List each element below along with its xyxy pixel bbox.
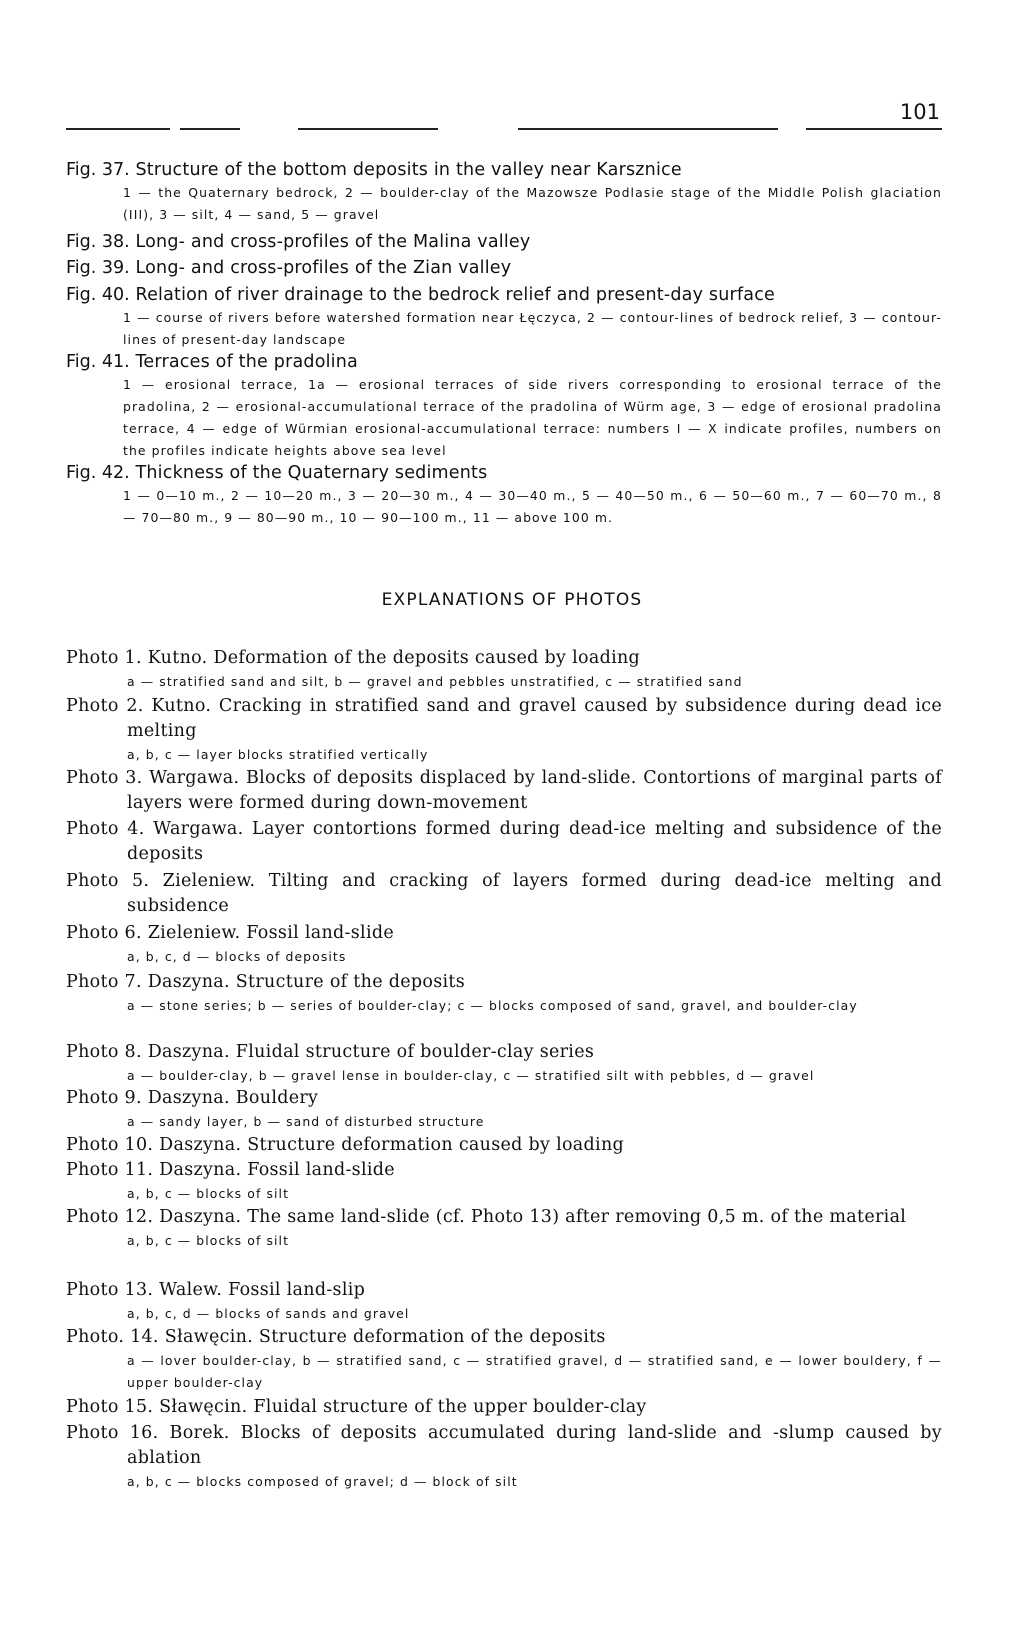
section-heading: EXPLANATIONS OF PHOTOS bbox=[381, 590, 643, 610]
photo-caption-3 bbox=[66, 766, 942, 816]
header-rule-segment bbox=[518, 128, 778, 130]
photo-caption-13 bbox=[66, 1278, 942, 1325]
photo-caption-2 bbox=[66, 694, 942, 766]
photo-label: Photo 13. bbox=[66, 1280, 154, 1300]
photo-legend: a — sandy layer, b — sand of disturbed structure bbox=[127, 1114, 485, 1129]
photo-caption-4 bbox=[66, 817, 942, 867]
figure-caption-39 bbox=[66, 256, 942, 280]
photo-title: Daszyna. Structure of the deposits bbox=[147, 972, 466, 992]
figure-caption-37 bbox=[66, 158, 942, 226]
header-rule bbox=[66, 128, 942, 130]
figure-caption-40 bbox=[66, 283, 942, 351]
photo-label: Photo 8. bbox=[66, 1042, 142, 1062]
figure-label: Fig. 37. bbox=[66, 160, 130, 180]
photo-title: Kutno. Cracking in stratified sand and gravel caused by subsidence during dead ice melting bbox=[127, 696, 942, 741]
figure-legend: 1 — course of rivers before watershed formation near Łęczyca, 2 — contour-lines of bedrock relief, 3 — contour-lines of present-day landscape bbox=[123, 310, 942, 347]
photo-label: Photo 1. bbox=[66, 648, 142, 668]
photo-caption-1 bbox=[66, 646, 942, 693]
photo-legend: a, b, c — blocks of silt bbox=[127, 1186, 290, 1201]
photo-label: Photo 7. bbox=[66, 972, 142, 992]
header-rule-segment bbox=[180, 128, 240, 130]
photo-title: Zieleniew. Tilting and cracking of layers formed during dead-ice melting and subsidence bbox=[127, 871, 943, 916]
photo-label: Photo 12. bbox=[66, 1207, 154, 1227]
photo-label: Photo 9. bbox=[66, 1088, 142, 1108]
photo-legend: a, b, c — blocks composed of gravel; d — block of silt bbox=[127, 1474, 518, 1489]
photo-title: Daszyna. Structure deformation caused by loading bbox=[159, 1135, 625, 1155]
photo-title: Zieleniew. Fossil land-slide bbox=[147, 923, 394, 943]
figure-label: Fig. 39. bbox=[66, 258, 130, 278]
photo-title: Daszyna. Fluidal structure of boulder-clay series bbox=[147, 1042, 595, 1062]
photo-caption-5 bbox=[66, 869, 942, 919]
figure-legend: 1 — the Quaternary bedrock, 2 — boulder-clay of the Mazowsze Podlasie stage of the Middle Polish glaciation (III), 3 — silt, 4 — sand, 5 — gravel bbox=[123, 185, 942, 222]
photo-caption-15 bbox=[66, 1395, 942, 1420]
figure-label: Fig. 42. bbox=[66, 463, 130, 483]
photo-caption-10 bbox=[66, 1133, 942, 1158]
photo-title: Daszyna. Bouldery bbox=[147, 1088, 319, 1108]
photo-title: Sławęcin. Structure deformation of the deposits bbox=[164, 1327, 606, 1347]
photo-label: Photo 4. bbox=[66, 819, 145, 839]
figure-title: Terraces of the pradolina bbox=[135, 352, 358, 372]
photo-title: Kutno. Deformation of the deposits caused by loading bbox=[147, 648, 641, 668]
photo-legend: a — boulder-clay, b — gravel lense in boulder-clay, c — stratified silt with pebbles, d — gravel bbox=[127, 1068, 815, 1083]
header-rule-segment bbox=[298, 128, 438, 130]
photo-legend: a, b, c — layer blocks stratified vertically bbox=[127, 747, 429, 762]
photo-legend: a, b, c, d — blocks of sands and gravel bbox=[127, 1306, 410, 1321]
photo-label: Photo 16. bbox=[66, 1423, 159, 1443]
photo-label: Photo 10. bbox=[66, 1135, 154, 1155]
photo-label: Photo 15. bbox=[66, 1397, 154, 1417]
figure-title: Long- and cross-profiles of the Zian valley bbox=[135, 258, 512, 278]
photo-caption-16 bbox=[66, 1421, 942, 1493]
photo-legend: a — stone series; b — series of boulder-clay; c — blocks composed of sand, gravel, and boulder-clay bbox=[127, 998, 858, 1013]
photo-title: Wargawa. Layer contortions formed during dead-ice melting and subsidence of the deposits bbox=[127, 819, 942, 864]
figure-label: Fig. 40. bbox=[66, 285, 130, 305]
figure-caption-41 bbox=[66, 350, 942, 462]
photo-title: Borek. Blocks of deposits accumulated during land-slide and -slump caused by ablation bbox=[127, 1423, 942, 1468]
page-number: 101 bbox=[899, 100, 940, 124]
figure-title: Thickness of the Quaternary sediments bbox=[135, 463, 488, 483]
photo-label: Photo 5. bbox=[66, 871, 150, 891]
photo-caption-12 bbox=[66, 1205, 942, 1252]
photo-legend: a, b, c, d — blocks of deposits bbox=[127, 949, 347, 964]
figure-label: Fig. 41. bbox=[66, 352, 130, 372]
photo-caption-7 bbox=[66, 970, 942, 1017]
photo-legend: a, b, c — blocks of silt bbox=[127, 1233, 290, 1248]
photo-legend: a — lover boulder-clay, b — stratified sand, c — stratified gravel, d — stratified sand, e — lower bouldery, f — upper boulder-clay bbox=[127, 1353, 942, 1390]
photo-caption-9 bbox=[66, 1086, 942, 1133]
photo-title: Sławęcin. Fluidal structure of the upper boulder-clay bbox=[159, 1397, 647, 1417]
photo-caption-14 bbox=[66, 1325, 942, 1394]
figure-caption-38 bbox=[66, 230, 942, 254]
photo-label: Photo 3. bbox=[66, 768, 143, 788]
figure-title: Relation of river drainage to the bedrock relief and present-day surface bbox=[135, 285, 775, 305]
figure-legend: 1 — 0—10 m., 2 — 10—20 m., 3 — 20—30 m., 4 — 30—40 m., 5 — 40—50 m., 6 — 50—60 m., 7 — 60—70 m., 8 — 70—80 m., 9 — 80—90 m., 10 — 90—100 m., 11 — above 100 m. bbox=[123, 488, 942, 525]
figure-title: Long- and cross-profiles of the Malina valley bbox=[135, 232, 531, 252]
photo-title: Wargawa. Blocks of deposits displaced by land-slide. Contortions of marginal parts of layers were formed during down-movement bbox=[127, 768, 942, 813]
photo-caption-6 bbox=[66, 921, 942, 968]
photo-title: Daszyna. The same land-slide (cf. Photo 13) after removing 0,5 m. of the material bbox=[159, 1207, 907, 1227]
header-rule-segment bbox=[806, 128, 942, 130]
photo-label: Photo 6. bbox=[66, 923, 142, 943]
photo-label: Photo 11. bbox=[66, 1160, 154, 1180]
header-rule-segment bbox=[66, 128, 170, 130]
figure-title: Structure of the bottom deposits in the valley near Karsznice bbox=[135, 160, 682, 180]
photo-label: Photo. 14. bbox=[66, 1327, 159, 1347]
photo-title: Daszyna. Fossil land-slide bbox=[159, 1160, 395, 1180]
figure-caption-42 bbox=[66, 461, 942, 529]
photo-title: Walew. Fossil land-slip bbox=[159, 1280, 366, 1300]
figure-legend: 1 — erosional terrace, 1a — erosional terraces of side rivers corresponding to erosional terrace of the pradolina, 2 — erosional-accumulational terrace of the pradolina of Würm age, 3 — edge of erosional pradolina terrace, 4 — edge of Würmian erosional-accumulational terrace: numbers I — X indicate profiles, numbers on the profiles indicate heights above sea level bbox=[123, 377, 942, 458]
photo-caption-8 bbox=[66, 1040, 942, 1087]
photo-caption-11 bbox=[66, 1158, 942, 1205]
figure-label: Fig. 38. bbox=[66, 232, 130, 252]
photo-legend: a — stratified sand and silt, b — gravel and pebbles unstratified, c — stratified sand bbox=[127, 674, 743, 689]
photo-label: Photo 2. bbox=[66, 696, 144, 716]
